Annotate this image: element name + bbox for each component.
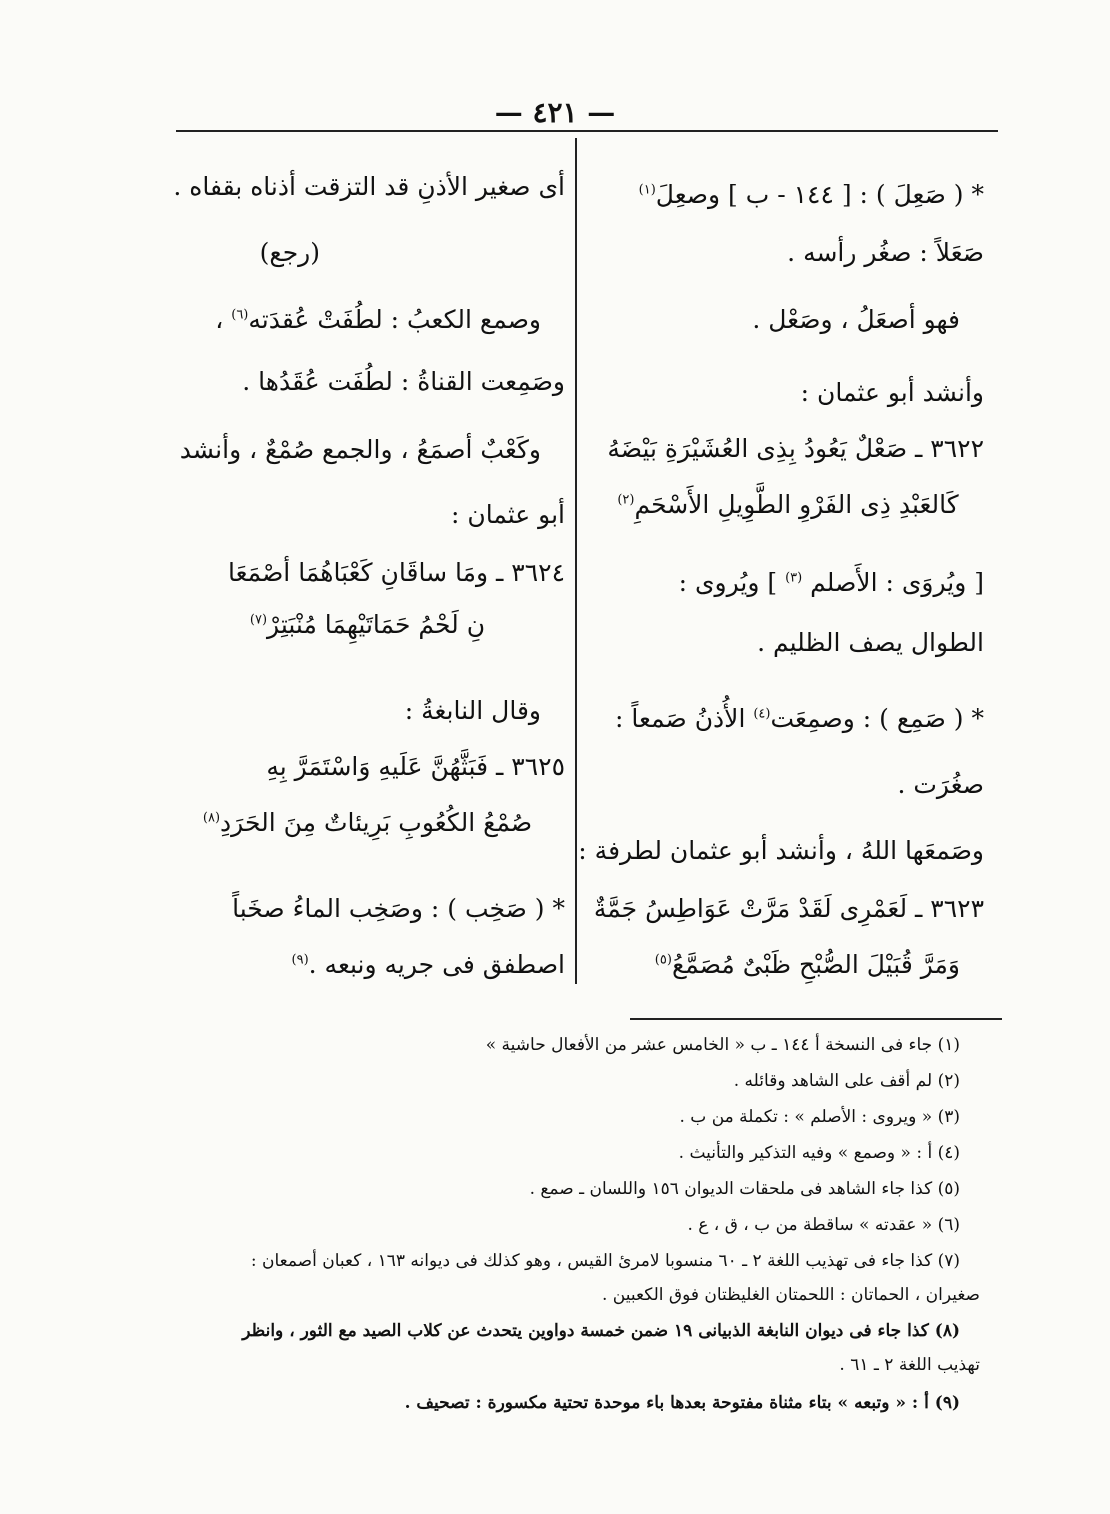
text-line: (رجع) — [259, 238, 320, 267]
verse-line: ٣٦٢٤ ـ ومَا ساقَانِ كَعْبَاهُمَا أصْمَعَا — [227, 558, 565, 587]
text-line: وقال النابغةُ : — [404, 696, 541, 725]
text-line: اصطفق فى جريه ونبعه .$^{(٩)}$ — [291, 950, 565, 979]
footnote: (٥) كذا جاء الشاهد فى ملحقات الديوان ١٥٦ واللسان ـ صمع . — [529, 1179, 960, 1199]
footnote: (٤) أ : « وصمع » وفيه التذكير والتأنيث . — [678, 1143, 960, 1163]
text-line: * ( صَمِع ) : وصمِعَت$^{(٤)}$ الأُذنُ صَمعاً : — [615, 704, 984, 733]
text-line: وكَعْبٌ أصمَعُ ، والجمع صُمْعٌ ، وأنشد — [179, 435, 541, 464]
verse-line: كَالعَبْدِ ذِى الفَرْوِ الطَّوِيلِ الأَسْحَمِ$^{(٢)}$ — [617, 490, 959, 519]
text-line: أبو عثمان : — [450, 500, 565, 529]
footnote: (٨) كذا جاء فى ديوان النابغة الذبيانى ١٩ ضمن خمسة دواوين يتحدث عن كلاب الصيد مع الثور ، وانظر — [242, 1321, 960, 1341]
verse-line: ٣٦٢٣ ـ لَعَمْرِى لَقَدْ مَرَّتْ عَوَاطِسُ جَمَّةٌ — [593, 894, 984, 923]
footnote: (١) جاء فى النسخة أ ١٤٤ ـ ب « الخامس عشر من الأفعال حاشية » — [485, 1035, 960, 1055]
footnote-rule — [630, 1018, 1002, 1020]
footnote: (٩) أ : « وتبعه » بتاء مثناة مفتوحة بعدها باء موحدة تحتية مكسورة : تصحيف . — [404, 1393, 960, 1413]
footnote: (٣) « ويروى : الأصلم » : تكملة من ب . — [679, 1107, 960, 1127]
text-line: صَعَلاً : صغُر رأسه . — [787, 238, 984, 267]
verse-line: وَمَرَّ قُبَيْلَ الصُّبْحِ ظَبْىٌ مُصَمَّعُ$^{(٥)}$ — [654, 950, 960, 979]
text-line: [ ويُروَى : الأَصلم $^{(٣)}$ ] ويُروى : — [678, 568, 984, 597]
text-line: وصمع الكعبُ : لطُفَتْ عُقدَته$^{(٦)}$ ، — [215, 305, 541, 334]
footnote-continuation: صغيران ، الحماتان : اللحمتان الغليظتان فوق الكعبين . — [601, 1285, 980, 1305]
text-line: * ( صَخِب ) : وصَخِب الماءُ صخَباً — [232, 894, 565, 923]
header-rule — [176, 130, 998, 132]
text-line: صغُرَت . — [897, 770, 984, 799]
verse-line: ٣٦٢٢ ـ صَعْلٌ يَعُودُ بِذِى العُشَيْرَةِ بَيْضَهُ — [607, 434, 984, 463]
footnote-continuation: تهذيب اللغة ٢ ـ ٦١ . — [839, 1355, 980, 1375]
footnote: (٧) كذا جاء فى تهذيب اللغة ٢ ـ ٦٠ منسوبا لامرئ القيس ، وهو كذلك فى ديوانه ١٦٣ ، كعبان أصمعان : — [250, 1251, 960, 1271]
column-divider — [575, 138, 577, 984]
text-line: وصَمِعت القناةُ : لطُفَت عُقَدُها . — [242, 367, 565, 396]
text-line: الطوال يصف الظليم . — [757, 628, 984, 657]
text-line: أى صغير الأذنِ قد التزقت أذناه بقفاه . — [173, 172, 565, 201]
text-line: وأنشد أبو عثمان : — [800, 378, 984, 407]
text-line: * ( صَعِلَ ) : [ ١٤٤ - ب ] وصعِلَ$^{(١)}$ — [638, 180, 984, 209]
verse-line: ٣٦٢٥ ـ فَبَثَّهُنَّ عَلَيهِ وَاسْتَمَرَّ بِهِ — [266, 752, 565, 781]
verse-line: نِ لَحْمُ حَمَاتَيْهِمَا مُنْبَتِرْ$^{(٧)}$ — [249, 610, 486, 639]
footnote: (٦) « عقدته » ساقطة من ب ، ق ، ع . — [687, 1215, 960, 1235]
page-number: — ٤٢١ — — [494, 96, 616, 129]
text-line: فهو أصعَلُ ، وصَعْل . — [752, 305, 960, 334]
footnote: (٢) لم أقف على الشاهد وقائله . — [733, 1071, 960, 1091]
verse-line: صُمْعُ الكُعُوبِ بَرِيئاتٌ مِنَ الحَرَدِ$^{(٨)}$ — [202, 808, 533, 837]
text-line: وصَمعَها اللهُ ، وأنشد أبو عثمان لطرفة : — [578, 836, 984, 865]
